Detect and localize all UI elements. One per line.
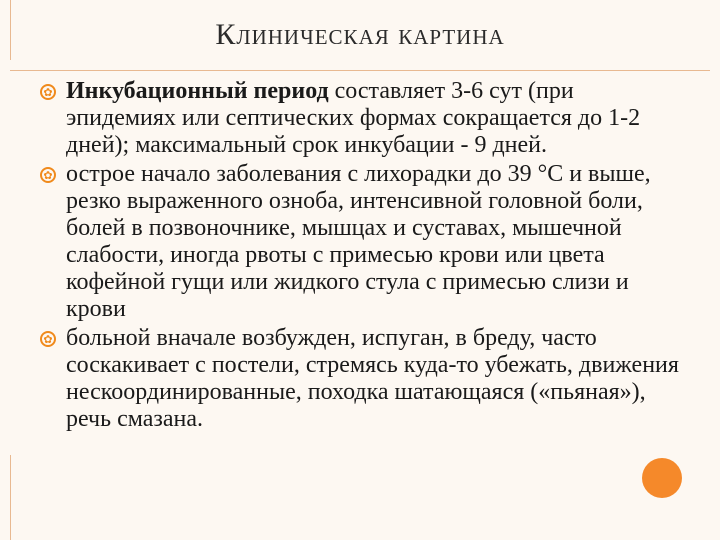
star-circle-icon: ✿ — [40, 331, 56, 347]
bullet-bold-text: Инкубационный период — [66, 78, 329, 104]
star-circle-icon: ✿ — [40, 167, 56, 183]
decorative-circle — [642, 458, 682, 498]
title-underline — [10, 70, 710, 71]
bullet-text: составляет 3-6 сут (при эпидемиях или септических формах сокращается до 1-2 дней); максимальный срок инкубации - 9 дней. — [66, 78, 641, 158]
bullet-item-onset — [40, 161, 680, 323]
decorative-line-bottom — [10, 455, 11, 540]
bullet-text: больной вначале возбужден, испуган, в бреду, часто соскакивает с постели, стремясь куда-то убежать, движения нескоординированные, походка шатающаяся («пьяная»), речь смазана. — [66, 325, 679, 432]
bullet-item-behavior — [40, 325, 680, 433]
bullet-text: острое начало заболевания с лихорадки до 39 °С и выше, резко выраженного озноба, интенсивной головной боли, болей в позвоночнике, мышцах и суставах, мышечной слабости, иногда рвоты с примесью крови или цвета кофейной гущи или жидкого стула с примесью слизи и крови — [66, 161, 651, 322]
slide-title: Клиническая картина — [215, 18, 505, 51]
star-circle-icon: ✿ — [40, 84, 56, 100]
bullet-list — [40, 78, 680, 435]
bullet-item-incubation — [40, 78, 680, 159]
